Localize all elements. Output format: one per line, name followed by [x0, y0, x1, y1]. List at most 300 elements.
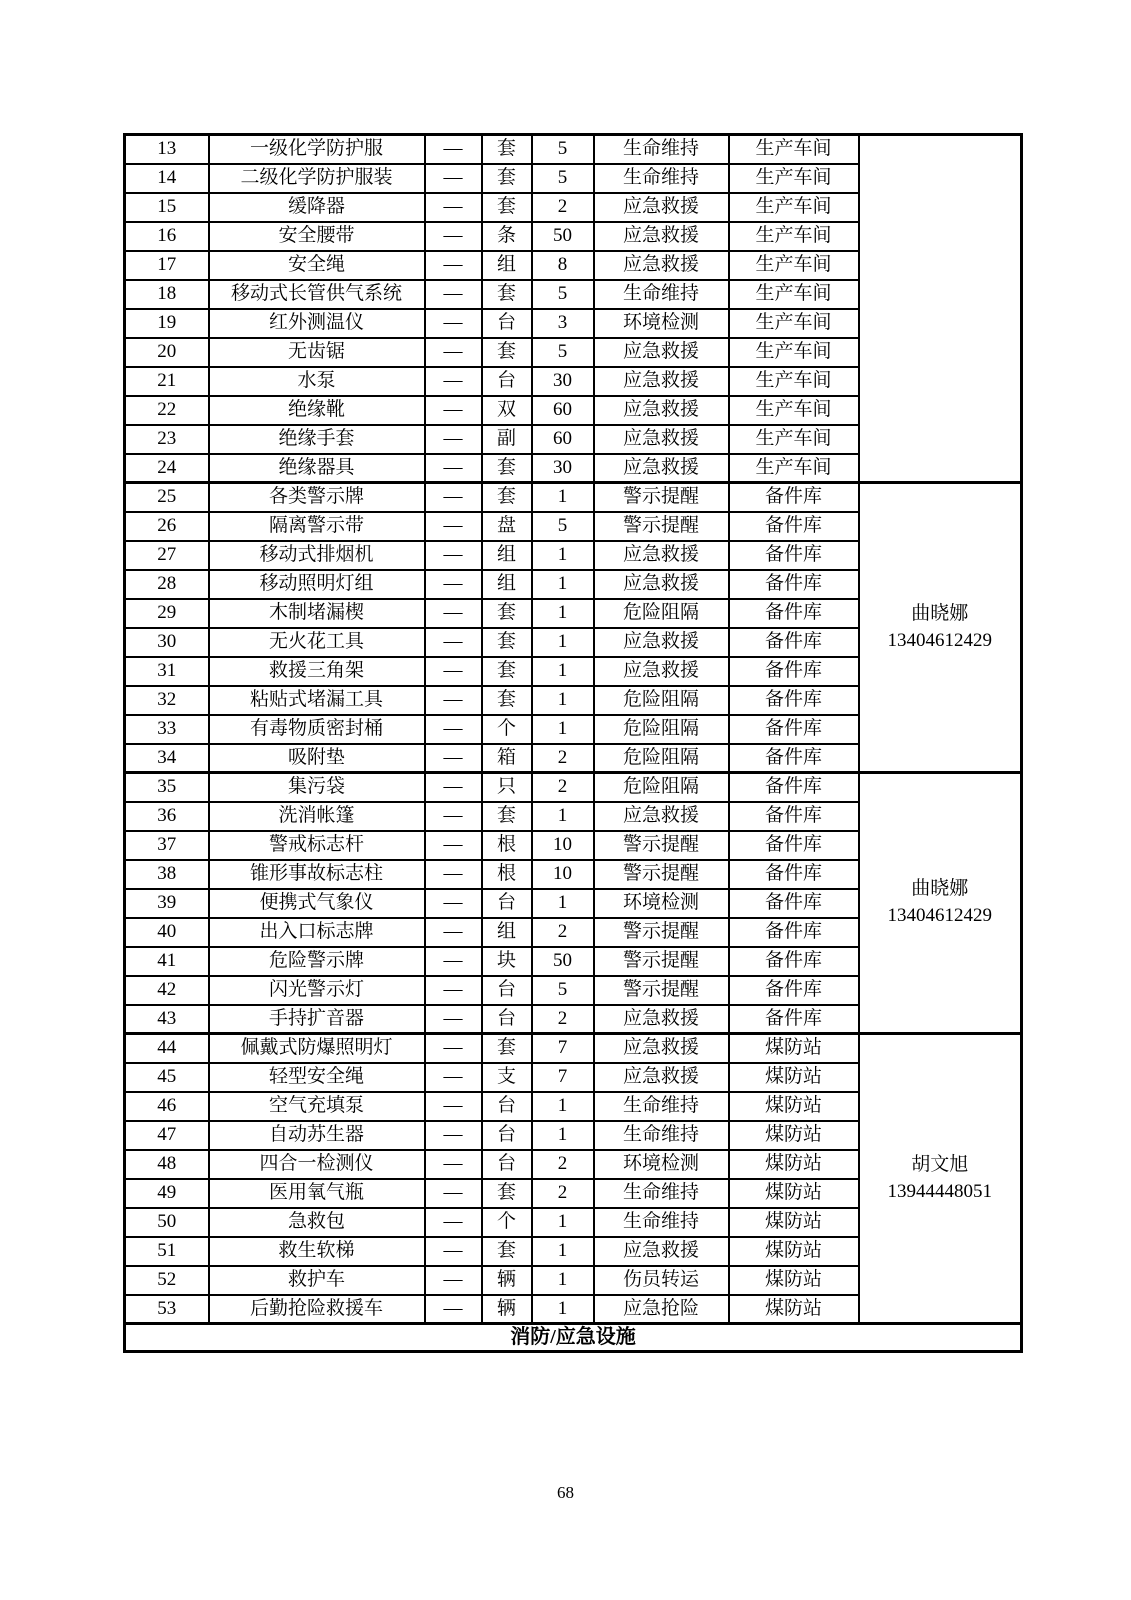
cell-num: 26: [125, 512, 209, 541]
cell-num: 41: [125, 947, 209, 976]
cell-location: 煤防站: [729, 1121, 859, 1150]
cell-unit: 台: [482, 889, 532, 918]
cell-qty: 60: [532, 396, 594, 425]
cell-num: 51: [125, 1237, 209, 1266]
cell-qty: 50: [532, 947, 594, 976]
cell-dash: —: [425, 570, 482, 599]
cell-unit: 套: [482, 338, 532, 367]
cell-qty: 1: [532, 570, 594, 599]
cell-purpose: 应急救援: [594, 338, 729, 367]
cell-location: 生产车间: [729, 396, 859, 425]
cell-unit: 组: [482, 541, 532, 570]
cell-location: 备件库: [729, 976, 859, 1005]
cell-dash: —: [425, 454, 482, 483]
table-row: [125, 1034, 1022, 1063]
cell-unit: 块: [482, 947, 532, 976]
cell-purpose: 警示提醒: [594, 860, 729, 889]
cell-num: 39: [125, 889, 209, 918]
cell-name: 闪光警示灯: [209, 976, 425, 1005]
contact-name: 曲晓娜: [911, 602, 969, 624]
cell-dash: —: [425, 1295, 482, 1324]
cell-purpose: 应急救援: [594, 570, 729, 599]
cell-dash: —: [425, 947, 482, 976]
cell-location: 煤防站: [729, 1179, 859, 1208]
cell-unit: 台: [482, 1121, 532, 1150]
cell-unit: 套: [482, 454, 532, 483]
cell-unit: 套: [482, 1034, 532, 1063]
cell-qty: 1: [532, 599, 594, 628]
cell-qty: 1: [532, 1208, 594, 1237]
cell-name: 救援三角架: [209, 657, 425, 686]
cell-dash: —: [425, 1266, 482, 1295]
cell-purpose: 应急救援: [594, 425, 729, 454]
cell-name: 自动苏生器: [209, 1121, 425, 1150]
cell-purpose: 危险阻隔: [594, 715, 729, 744]
cell-purpose: 应急救援: [594, 1005, 729, 1034]
cell-name: 手持扩音器: [209, 1005, 425, 1034]
cell-qty: 5: [532, 338, 594, 367]
cell-dash: —: [425, 599, 482, 628]
cell-location: 煤防站: [729, 1295, 859, 1324]
cell-qty: 1: [532, 889, 594, 918]
cell-location: 生产车间: [729, 425, 859, 454]
cell-name: 便携式气象仪: [209, 889, 425, 918]
cell-qty: 5: [532, 135, 594, 164]
cell-purpose: 危险阻隔: [594, 599, 729, 628]
cell-location: 生产车间: [729, 193, 859, 222]
cell-location: 生产车间: [729, 454, 859, 483]
cell-num: 37: [125, 831, 209, 860]
cell-location: 生产车间: [729, 251, 859, 280]
contact-cell: [859, 773, 1022, 1034]
cell-name: 安全腰带: [209, 222, 425, 251]
cell-unit: 套: [482, 193, 532, 222]
cell-dash: —: [425, 193, 482, 222]
cell-unit: 套: [482, 1179, 532, 1208]
cell-name: 移动式排烟机: [209, 541, 425, 570]
cell-location: 煤防站: [729, 1266, 859, 1295]
cell-num: 20: [125, 338, 209, 367]
cell-unit: 套: [482, 628, 532, 657]
cell-num: 13: [125, 135, 209, 164]
cell-dash: —: [425, 1034, 482, 1063]
cell-num: 19: [125, 309, 209, 338]
cell-qty: 30: [532, 367, 594, 396]
cell-location: 备件库: [729, 686, 859, 715]
cell-unit: 台: [482, 976, 532, 1005]
cell-purpose: 危险阻隔: [594, 744, 729, 773]
cell-name: 救生软梯: [209, 1237, 425, 1266]
cell-num: 29: [125, 599, 209, 628]
cell-num: 47: [125, 1121, 209, 1150]
cell-location: 备件库: [729, 657, 859, 686]
cell-purpose: 应急救援: [594, 802, 729, 831]
cell-qty: 10: [532, 860, 594, 889]
cell-purpose: 应急救援: [594, 1063, 729, 1092]
cell-qty: 7: [532, 1063, 594, 1092]
cell-location: 煤防站: [729, 1063, 859, 1092]
cell-dash: —: [425, 222, 482, 251]
cell-location: 生产车间: [729, 338, 859, 367]
cell-name: 移动照明灯组: [209, 570, 425, 599]
cell-dash: —: [425, 889, 482, 918]
cell-qty: 1: [532, 1121, 594, 1150]
cell-unit: 个: [482, 715, 532, 744]
cell-purpose: 警示提醒: [594, 483, 729, 512]
cell-location: 生产车间: [729, 164, 859, 193]
cell-name: 无齿锯: [209, 338, 425, 367]
cell-num: 30: [125, 628, 209, 657]
cell-location: 备件库: [729, 831, 859, 860]
cell-dash: —: [425, 860, 482, 889]
cell-location: 煤防站: [729, 1150, 859, 1179]
cell-dash: —: [425, 657, 482, 686]
cell-purpose: 应急救援: [594, 454, 729, 483]
cell-qty: 50: [532, 222, 594, 251]
cell-unit: 台: [482, 1092, 532, 1121]
cell-dash: —: [425, 918, 482, 947]
cell-unit: 组: [482, 918, 532, 947]
cell-qty: 1: [532, 541, 594, 570]
cell-name: 四合一检测仪: [209, 1150, 425, 1179]
cell-num: 45: [125, 1063, 209, 1092]
cell-location: 备件库: [729, 918, 859, 947]
cell-name: 隔离警示带: [209, 512, 425, 541]
cell-dash: —: [425, 1121, 482, 1150]
cell-qty: 2: [532, 193, 594, 222]
cell-location: 生产车间: [729, 280, 859, 309]
cell-purpose: 生命维持: [594, 1092, 729, 1121]
cell-unit: 台: [482, 1150, 532, 1179]
cell-num: 48: [125, 1150, 209, 1179]
cell-num: 50: [125, 1208, 209, 1237]
cell-name: 绝缘器具: [209, 454, 425, 483]
cell-dash: —: [425, 164, 482, 193]
cell-qty: 3: [532, 309, 594, 338]
cell-name: 出入口标志牌: [209, 918, 425, 947]
cell-dash: —: [425, 1092, 482, 1121]
cell-num: 31: [125, 657, 209, 686]
cell-dash: —: [425, 773, 482, 802]
cell-dash: —: [425, 1237, 482, 1266]
cell-unit: 箱: [482, 744, 532, 773]
cell-qty: 2: [532, 1150, 594, 1179]
table-row: [125, 773, 1022, 802]
cell-purpose: 应急救援: [594, 251, 729, 280]
cell-location: 生产车间: [729, 309, 859, 338]
equipment-table: [123, 133, 1023, 1353]
cell-name: 红外测温仪: [209, 309, 425, 338]
cell-dash: —: [425, 1063, 482, 1092]
cell-qty: 8: [532, 251, 594, 280]
cell-dash: —: [425, 367, 482, 396]
cell-qty: 2: [532, 1005, 594, 1034]
cell-qty: 1: [532, 1295, 594, 1324]
cell-unit: 台: [482, 309, 532, 338]
cell-purpose: 警示提醒: [594, 976, 729, 1005]
cell-qty: 1: [532, 483, 594, 512]
cell-dash: —: [425, 338, 482, 367]
cell-unit: 套: [482, 686, 532, 715]
cell-unit: 盘: [482, 512, 532, 541]
cell-purpose: 应急救援: [594, 193, 729, 222]
cell-num: 18: [125, 280, 209, 309]
cell-dash: —: [425, 512, 482, 541]
cell-name: 粘贴式堵漏工具: [209, 686, 425, 715]
cell-location: 备件库: [729, 483, 859, 512]
cell-unit: 套: [482, 802, 532, 831]
cell-qty: 1: [532, 686, 594, 715]
cell-num: 34: [125, 744, 209, 773]
cell-unit: 副: [482, 425, 532, 454]
cell-name: 锥形事故标志柱: [209, 860, 425, 889]
cell-name: 绝缘手套: [209, 425, 425, 454]
cell-location: 煤防站: [729, 1208, 859, 1237]
cell-unit: 辆: [482, 1295, 532, 1324]
contact-cell: [859, 135, 1022, 483]
cell-unit: 套: [482, 280, 532, 309]
cell-num: 38: [125, 860, 209, 889]
cell-purpose: 警示提醒: [594, 512, 729, 541]
cell-dash: —: [425, 831, 482, 860]
cell-unit: 台: [482, 1005, 532, 1034]
cell-dash: —: [425, 425, 482, 454]
cell-qty: 2: [532, 744, 594, 773]
cell-purpose: 生命维持: [594, 280, 729, 309]
cell-num: 32: [125, 686, 209, 715]
table-row: [125, 135, 1022, 164]
cell-purpose: 环境检测: [594, 309, 729, 338]
cell-location: 生产车间: [729, 367, 859, 396]
cell-purpose: 生命维持: [594, 1121, 729, 1150]
cell-dash: —: [425, 976, 482, 1005]
cell-num: 23: [125, 425, 209, 454]
cell-qty: 1: [532, 657, 594, 686]
cell-name: 有毒物质密封桶: [209, 715, 425, 744]
cell-location: 备件库: [729, 715, 859, 744]
cell-location: 备件库: [729, 802, 859, 831]
cell-purpose: 应急救援: [594, 1034, 729, 1063]
cell-num: 49: [125, 1179, 209, 1208]
cell-num: 36: [125, 802, 209, 831]
cell-name: 木制堵漏楔: [209, 599, 425, 628]
cell-dash: —: [425, 686, 482, 715]
cell-num: 35: [125, 773, 209, 802]
cell-qty: 5: [532, 164, 594, 193]
cell-purpose: 应急救援: [594, 1237, 729, 1266]
cell-location: 备件库: [729, 860, 859, 889]
cell-location: 生产车间: [729, 222, 859, 251]
cell-location: 煤防站: [729, 1237, 859, 1266]
contact-cell: [859, 483, 1022, 773]
cell-purpose: 环境检测: [594, 889, 729, 918]
cell-location: 备件库: [729, 512, 859, 541]
cell-dash: —: [425, 396, 482, 425]
cell-num: 28: [125, 570, 209, 599]
cell-num: 27: [125, 541, 209, 570]
cell-purpose: 应急救援: [594, 657, 729, 686]
cell-dash: —: [425, 309, 482, 338]
cell-name: 危险警示牌: [209, 947, 425, 976]
cell-location: 备件库: [729, 541, 859, 570]
table-row: [125, 483, 1022, 512]
cell-qty: 2: [532, 1179, 594, 1208]
cell-qty: 30: [532, 454, 594, 483]
cell-unit: 套: [482, 164, 532, 193]
cell-location: 备件库: [729, 628, 859, 657]
cell-num: 24: [125, 454, 209, 483]
cell-qty: 5: [532, 280, 594, 309]
cell-num: 25: [125, 483, 209, 512]
cell-qty: 10: [532, 831, 594, 860]
cell-dash: —: [425, 715, 482, 744]
contact-phone: 13944448051: [887, 1180, 992, 1202]
cell-dash: —: [425, 541, 482, 570]
cell-dash: —: [425, 251, 482, 280]
cell-qty: 1: [532, 802, 594, 831]
cell-purpose: 警示提醒: [594, 947, 729, 976]
cell-name: 警戒标志杆: [209, 831, 425, 860]
cell-name: 一级化学防护服: [209, 135, 425, 164]
cell-purpose: 应急救援: [594, 541, 729, 570]
contact-name: 曲晓娜: [911, 878, 969, 900]
cell-purpose: 应急抢险: [594, 1295, 729, 1324]
cell-num: 33: [125, 715, 209, 744]
contact-cell: [859, 1034, 1022, 1324]
cell-num: 52: [125, 1266, 209, 1295]
cell-unit: 条: [482, 222, 532, 251]
cell-unit: 套: [482, 483, 532, 512]
cell-name: 吸附垫: [209, 744, 425, 773]
cell-num: 15: [125, 193, 209, 222]
cell-name: 洗消帐篷: [209, 802, 425, 831]
cell-purpose: 危险阻隔: [594, 686, 729, 715]
cell-location: 备件库: [729, 744, 859, 773]
cell-purpose: 生命维持: [594, 1208, 729, 1237]
cell-unit: 辆: [482, 1266, 532, 1295]
table-footer-label: 消防/应急设施: [125, 1324, 1022, 1352]
cell-qty: 2: [532, 918, 594, 947]
cell-qty: 7: [532, 1034, 594, 1063]
cell-num: 43: [125, 1005, 209, 1034]
cell-num: 21: [125, 367, 209, 396]
cell-qty: 1: [532, 1266, 594, 1295]
cell-purpose: 警示提醒: [594, 831, 729, 860]
cell-purpose: 生命维持: [594, 164, 729, 193]
cell-purpose: 应急救援: [594, 222, 729, 251]
cell-dash: —: [425, 802, 482, 831]
cell-num: 22: [125, 396, 209, 425]
cell-name: 安全绳: [209, 251, 425, 280]
cell-dash: —: [425, 628, 482, 657]
cell-unit: 根: [482, 860, 532, 889]
cell-purpose: 危险阻隔: [594, 773, 729, 802]
cell-name: 急救包: [209, 1208, 425, 1237]
cell-unit: 组: [482, 251, 532, 280]
cell-num: 16: [125, 222, 209, 251]
cell-purpose: 应急救援: [594, 396, 729, 425]
cell-qty: 60: [532, 425, 594, 454]
cell-num: 44: [125, 1034, 209, 1063]
cell-dash: —: [425, 1005, 482, 1034]
cell-unit: 套: [482, 657, 532, 686]
cell-dash: —: [425, 744, 482, 773]
cell-location: 生产车间: [729, 135, 859, 164]
contact-phone: 13404612429: [887, 905, 992, 926]
page-number: 68: [557, 1483, 574, 1502]
cell-name: 二级化学防护服装: [209, 164, 425, 193]
cell-name: 绝缘靴: [209, 396, 425, 425]
cell-name: 集污袋: [209, 773, 425, 802]
cell-location: 煤防站: [729, 1092, 859, 1121]
cell-name: 空气充填泵: [209, 1092, 425, 1121]
cell-dash: —: [425, 135, 482, 164]
cell-name: 缓降器: [209, 193, 425, 222]
cell-location: 备件库: [729, 1005, 859, 1034]
cell-name: 无火花工具: [209, 628, 425, 657]
cell-num: 40: [125, 918, 209, 947]
table-footer-row: [125, 1324, 1022, 1352]
cell-purpose: 环境检测: [594, 1150, 729, 1179]
cell-dash: —: [425, 1208, 482, 1237]
cell-qty: 1: [532, 1092, 594, 1121]
cell-purpose: 生命维持: [594, 135, 729, 164]
cell-num: 42: [125, 976, 209, 1005]
cell-purpose: 警示提醒: [594, 918, 729, 947]
cell-name: 佩戴式防爆照明灯: [209, 1034, 425, 1063]
cell-qty: 1: [532, 715, 594, 744]
cell-unit: 只: [482, 773, 532, 802]
contact-phone: 13404612429: [887, 629, 992, 651]
cell-name: 轻型安全绳: [209, 1063, 425, 1092]
cell-unit: 套: [482, 135, 532, 164]
cell-purpose: 应急救援: [594, 367, 729, 396]
cell-location: 备件库: [729, 889, 859, 918]
cell-unit: 双: [482, 396, 532, 425]
cell-name: 各类警示牌: [209, 483, 425, 512]
cell-dash: —: [425, 1179, 482, 1208]
cell-location: 备件库: [729, 570, 859, 599]
cell-dash: —: [425, 1150, 482, 1179]
cell-unit: 个: [482, 1208, 532, 1237]
cell-qty: 5: [532, 976, 594, 1005]
cell-unit: 组: [482, 570, 532, 599]
cell-name: 后勤抢险救援车: [209, 1295, 425, 1324]
cell-unit: 套: [482, 599, 532, 628]
cell-name: 医用氧气瓶: [209, 1179, 425, 1208]
cell-purpose: 应急救援: [594, 628, 729, 657]
cell-num: 17: [125, 251, 209, 280]
cell-purpose: 伤员转运: [594, 1266, 729, 1295]
cell-name: 救护车: [209, 1266, 425, 1295]
cell-num: 14: [125, 164, 209, 193]
cell-qty: 1: [532, 628, 594, 657]
cell-dash: —: [425, 483, 482, 512]
cell-location: 备件库: [729, 947, 859, 976]
cell-qty: 5: [532, 512, 594, 541]
cell-unit: 支: [482, 1063, 532, 1092]
cell-num: 53: [125, 1295, 209, 1324]
contact-name: 胡文旭: [911, 1153, 969, 1175]
cell-location: 煤防站: [729, 1034, 859, 1063]
cell-name: 移动式长管供气系统: [209, 280, 425, 309]
cell-unit: 台: [482, 367, 532, 396]
cell-unit: 根: [482, 831, 532, 860]
cell-unit: 套: [482, 1237, 532, 1266]
cell-qty: 1: [532, 1237, 594, 1266]
cell-location: 备件库: [729, 773, 859, 802]
cell-location: 备件库: [729, 599, 859, 628]
